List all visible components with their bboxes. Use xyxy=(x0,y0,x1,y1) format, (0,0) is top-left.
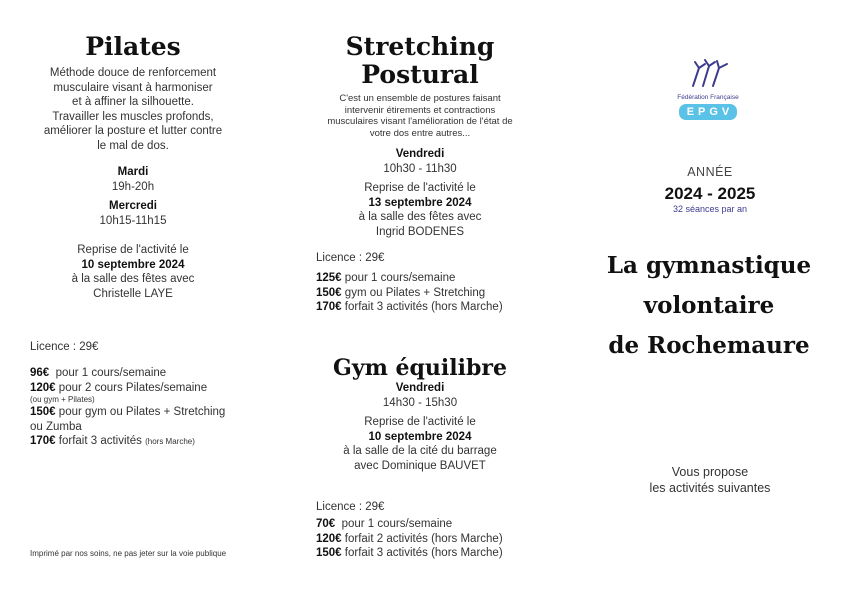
price-amount: 120€ xyxy=(30,381,56,394)
pilates-place: à la salle des fêtes avec xyxy=(71,273,195,285)
cover-headline xyxy=(596,246,822,366)
price-row xyxy=(316,546,503,561)
year-value: 2024 - 2025 xyxy=(664,184,756,203)
price-amount: 170€ xyxy=(316,301,342,313)
pilates-schedule xyxy=(18,165,248,228)
gym-coach: avec Dominique BAUVET xyxy=(354,459,486,472)
price-row xyxy=(30,366,245,381)
price-text: forfait 2 activités (hors Marche) xyxy=(344,532,503,545)
pilates-time-1: 19h-20h xyxy=(111,180,155,193)
pilates-description xyxy=(18,66,248,153)
gym-price-list xyxy=(316,517,503,561)
price-note: (hors Marche) xyxy=(145,437,195,446)
stretching-desc-line: intervenir étirements et contractions xyxy=(344,104,496,116)
stretching-title-line: Stretching xyxy=(345,32,495,61)
pilates-time-2: 10h15-11h15 xyxy=(99,214,167,227)
pilates-day-1: Mardi xyxy=(117,166,149,178)
pilates-column xyxy=(18,0,248,301)
tagline-line: Vous propose xyxy=(671,465,749,479)
pilates-day-2: Mercredi xyxy=(109,200,157,212)
gym-place: à la salle de la cité du barrage xyxy=(343,445,497,457)
price-note: (ou gym + Pilates) xyxy=(30,395,95,404)
price-text: pour 2 cours Pilates/semaine xyxy=(58,381,208,394)
stretching-place: à la salle des fêtes avec xyxy=(358,211,482,223)
gym-reprise-date: 10 septembre 2024 xyxy=(368,430,472,443)
price-text: forfait 3 activités (hors Marche) xyxy=(344,547,503,559)
price-text: forfait 3 activités xyxy=(58,435,142,447)
price-amount: 125€ xyxy=(316,272,342,284)
print-footer: Imprimé par nos soins, ne pas jeter sur la voie publique xyxy=(30,549,227,558)
price-text: ou Zumba xyxy=(30,420,82,433)
stretching-title xyxy=(300,33,540,89)
stretching-desc-line: musculaires visant l'amélioration de l'état de xyxy=(327,116,513,127)
stretching-description xyxy=(300,93,540,139)
price-row xyxy=(316,300,503,315)
pilates-licence: Licence : 29€ xyxy=(30,341,99,353)
price-text: forfait 3 activités (hors Marche) xyxy=(344,301,503,313)
gym-reprise-label: Reprise de l'activité le xyxy=(364,416,476,428)
pilates-desc-line: musculaire visant à harmoniser xyxy=(53,81,213,94)
price-row xyxy=(316,517,503,532)
stretching-title-line: Postural xyxy=(361,60,479,89)
price-row xyxy=(30,434,245,450)
price-amount: 120€ xyxy=(316,532,342,545)
pilates-desc-line: et à affiner la silhouette. xyxy=(72,96,194,108)
stretching-desc-line: votre dos entre autres... xyxy=(369,127,471,139)
price-text: pour 1 cours/semaine xyxy=(341,518,453,530)
stretching-coach: Ingrid BODENES xyxy=(375,225,465,238)
pilates-reprise-date: 10 septembre 2024 xyxy=(81,258,185,271)
stretching-licence: Licence : 29€ xyxy=(316,252,385,264)
stretching-time: 10h30 - 11h30 xyxy=(383,162,457,175)
gym-schedule xyxy=(300,381,540,410)
year-label: ANNÉE xyxy=(687,165,733,179)
headline-line: volontaire xyxy=(643,292,775,319)
pilates-reprise-label: Reprise de l'activité le xyxy=(77,244,189,256)
gym-column xyxy=(300,355,540,473)
stretching-reprise xyxy=(300,181,540,239)
price-text: pour gym ou Pilates + Stretching xyxy=(58,406,226,418)
pilates-desc-line: améliorer la posture et lutter contre xyxy=(43,125,223,137)
pilates-desc-line: Travailler les muscles profonds, xyxy=(52,110,214,123)
price-row xyxy=(30,405,245,420)
price-row xyxy=(316,286,503,301)
price-amount: 70€ xyxy=(316,518,336,530)
price-row xyxy=(30,381,245,396)
stretching-day: Vendredi xyxy=(395,148,445,160)
stretching-column xyxy=(300,0,540,239)
price-amount: 150€ xyxy=(316,547,342,559)
gym-licence: Licence : 29€ xyxy=(316,501,385,513)
pilates-title: Pilates xyxy=(85,32,181,61)
logo-caption: Fédération Française xyxy=(677,94,739,101)
gym-day: Vendredi xyxy=(395,382,445,394)
pilates-reprise xyxy=(18,243,248,301)
headline-line: de Rochemaure xyxy=(608,332,810,359)
sessions-count: 32 séances par an xyxy=(672,204,748,214)
price-amount: 150€ xyxy=(30,406,56,418)
price-row xyxy=(316,532,503,547)
price-text: pour 1 cours/semaine xyxy=(55,367,167,379)
gymnast-figures-icon xyxy=(683,58,733,90)
gym-title: Gym équilibre xyxy=(333,355,507,381)
price-amount: 170€ xyxy=(30,435,56,447)
tagline-line: les activités suivantes xyxy=(649,481,771,495)
headline-line: La gymnastique xyxy=(606,252,812,279)
logo-badge xyxy=(679,104,738,120)
logo-text: EPGV xyxy=(686,106,734,118)
epgv-logo xyxy=(660,58,756,120)
price-row xyxy=(316,271,503,286)
price-amount: 150€ xyxy=(316,286,342,299)
gym-reprise xyxy=(300,415,540,473)
stretching-desc-line: C'est un ensemble de postures faisant xyxy=(339,93,501,104)
price-text: gym ou Pilates + Stretching xyxy=(344,286,486,299)
price-text: pour 1 cours/semaine xyxy=(344,272,456,284)
year-block xyxy=(610,165,810,215)
cover-tagline xyxy=(610,464,810,496)
gym-time: 14h30 - 15h30 xyxy=(382,396,458,409)
pilates-desc-line: le mal de dos. xyxy=(97,139,169,152)
stretching-reprise-label: Reprise de l'activité le xyxy=(364,182,476,194)
stretching-reprise-date: 13 septembre 2024 xyxy=(368,196,472,209)
pilates-price-list xyxy=(30,366,245,450)
price-amount: 96€ xyxy=(30,367,50,379)
stretching-price-list xyxy=(316,271,503,315)
pilates-desc-line: Méthode douce de renforcement xyxy=(49,67,217,79)
pilates-coach: Christelle LAYE xyxy=(93,287,173,300)
stretching-schedule xyxy=(300,147,540,176)
